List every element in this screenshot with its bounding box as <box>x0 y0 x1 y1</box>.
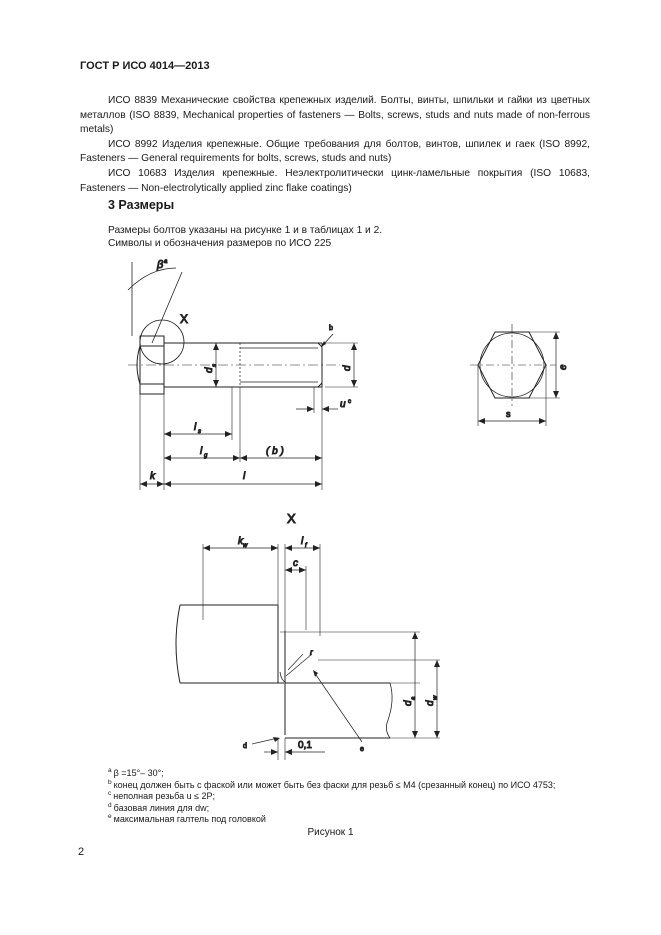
label-s: s <box>506 409 511 419</box>
document-header: ГОСТ Р ИСО 4014—2013 <box>80 60 210 72</box>
detail-x-circle <box>140 320 184 364</box>
label-r: r <box>310 648 313 657</box>
figure-note: $^b$ конец должен быть с фаской или может быть без фаски для резьб ≤ М4 (срезанный конец) по ИСО 4753; <box>108 778 556 790</box>
detail-x-view <box>176 544 440 760</box>
section-title: 3 Размеры <box>108 198 175 212</box>
label-beta-sup: a <box>164 259 168 265</box>
label-ls: l <box>194 422 197 433</box>
label-ls-sub: s <box>198 429 201 435</box>
label-u-sup: c <box>348 399 351 405</box>
figure-note: $^c$ неполная резьба u ≤ 2P; <box>108 790 216 802</box>
label-c: c <box>293 558 298 569</box>
label-beta: β <box>157 259 164 271</box>
label-kw-sub: w <box>243 543 248 549</box>
label-ds-sub: s <box>212 364 218 367</box>
figure-caption: Рисунок 1 <box>307 827 354 838</box>
label-da-sub: a <box>411 696 417 700</box>
label-l: l <box>243 471 246 482</box>
label-dw: d <box>425 700 436 706</box>
reference-iso-8992: ИСО 8992 Изделия крепежные. Общие требования для болтов, винтов, шпилек и гаек (ISO 8992, Fasteners — General requirements for bolts, screws, studs and nuts) <box>80 138 590 165</box>
label-e: e <box>558 364 569 370</box>
label-e-note: e <box>360 746 364 753</box>
label-detail-x: X <box>180 312 189 326</box>
figure-notes <box>108 768 555 826</box>
label-d-note: d <box>243 743 247 750</box>
label-d: d <box>342 365 353 371</box>
label-da: d <box>403 700 414 706</box>
label-k: k <box>150 471 155 482</box>
figure-note: $^e$ максимальная галтель под головкой <box>108 813 266 825</box>
label-b-paren: ( b ) <box>266 446 284 457</box>
page-number: 2 <box>78 846 85 858</box>
intro-line-1: Размеры болтов указаны на рисунке 1 и в таблицах 1 и 2. <box>108 225 383 236</box>
reference-iso-10683: ИСО 10683 Изделия крепежные. Неэлектролитически цинк-ламельные покрытия (ISO 10683, Fasteners — Non-electrolytically applied zinc flake coatings) <box>80 167 590 194</box>
figure-note: $^a$ β =15°– 30°; <box>108 767 164 778</box>
hexagon-end-view <box>470 324 560 426</box>
reference-iso-8839: ИСО 8839 Механические свойства крепежных изделий. Болты, винты, шпильки и гайки из цветных металлов (ISO 8839, Mechanical properties of fasteners — Bolts, screws, studs and nuts made of non-ferrous metals) <box>80 95 590 136</box>
label-ds: d <box>204 367 215 373</box>
label-dw-sub: w <box>433 695 439 700</box>
label-lg: l <box>200 446 203 457</box>
label-lf-sub: f <box>305 543 307 549</box>
intro-line-2: Символы и обозначения размеров по ИСО 225 <box>108 238 332 249</box>
detail-x-title: X <box>287 511 296 526</box>
label-u: u <box>340 399 346 410</box>
figure-note: $^d$ базовая линия для dw; <box>108 801 210 813</box>
label-b-note: b <box>329 325 333 332</box>
bolt-side-view <box>128 262 358 490</box>
label-kw: k <box>238 536 243 547</box>
label-lg-sub: g <box>204 453 208 459</box>
label-0-1: 0,1 <box>298 740 312 751</box>
label-lf: l <box>301 536 304 547</box>
